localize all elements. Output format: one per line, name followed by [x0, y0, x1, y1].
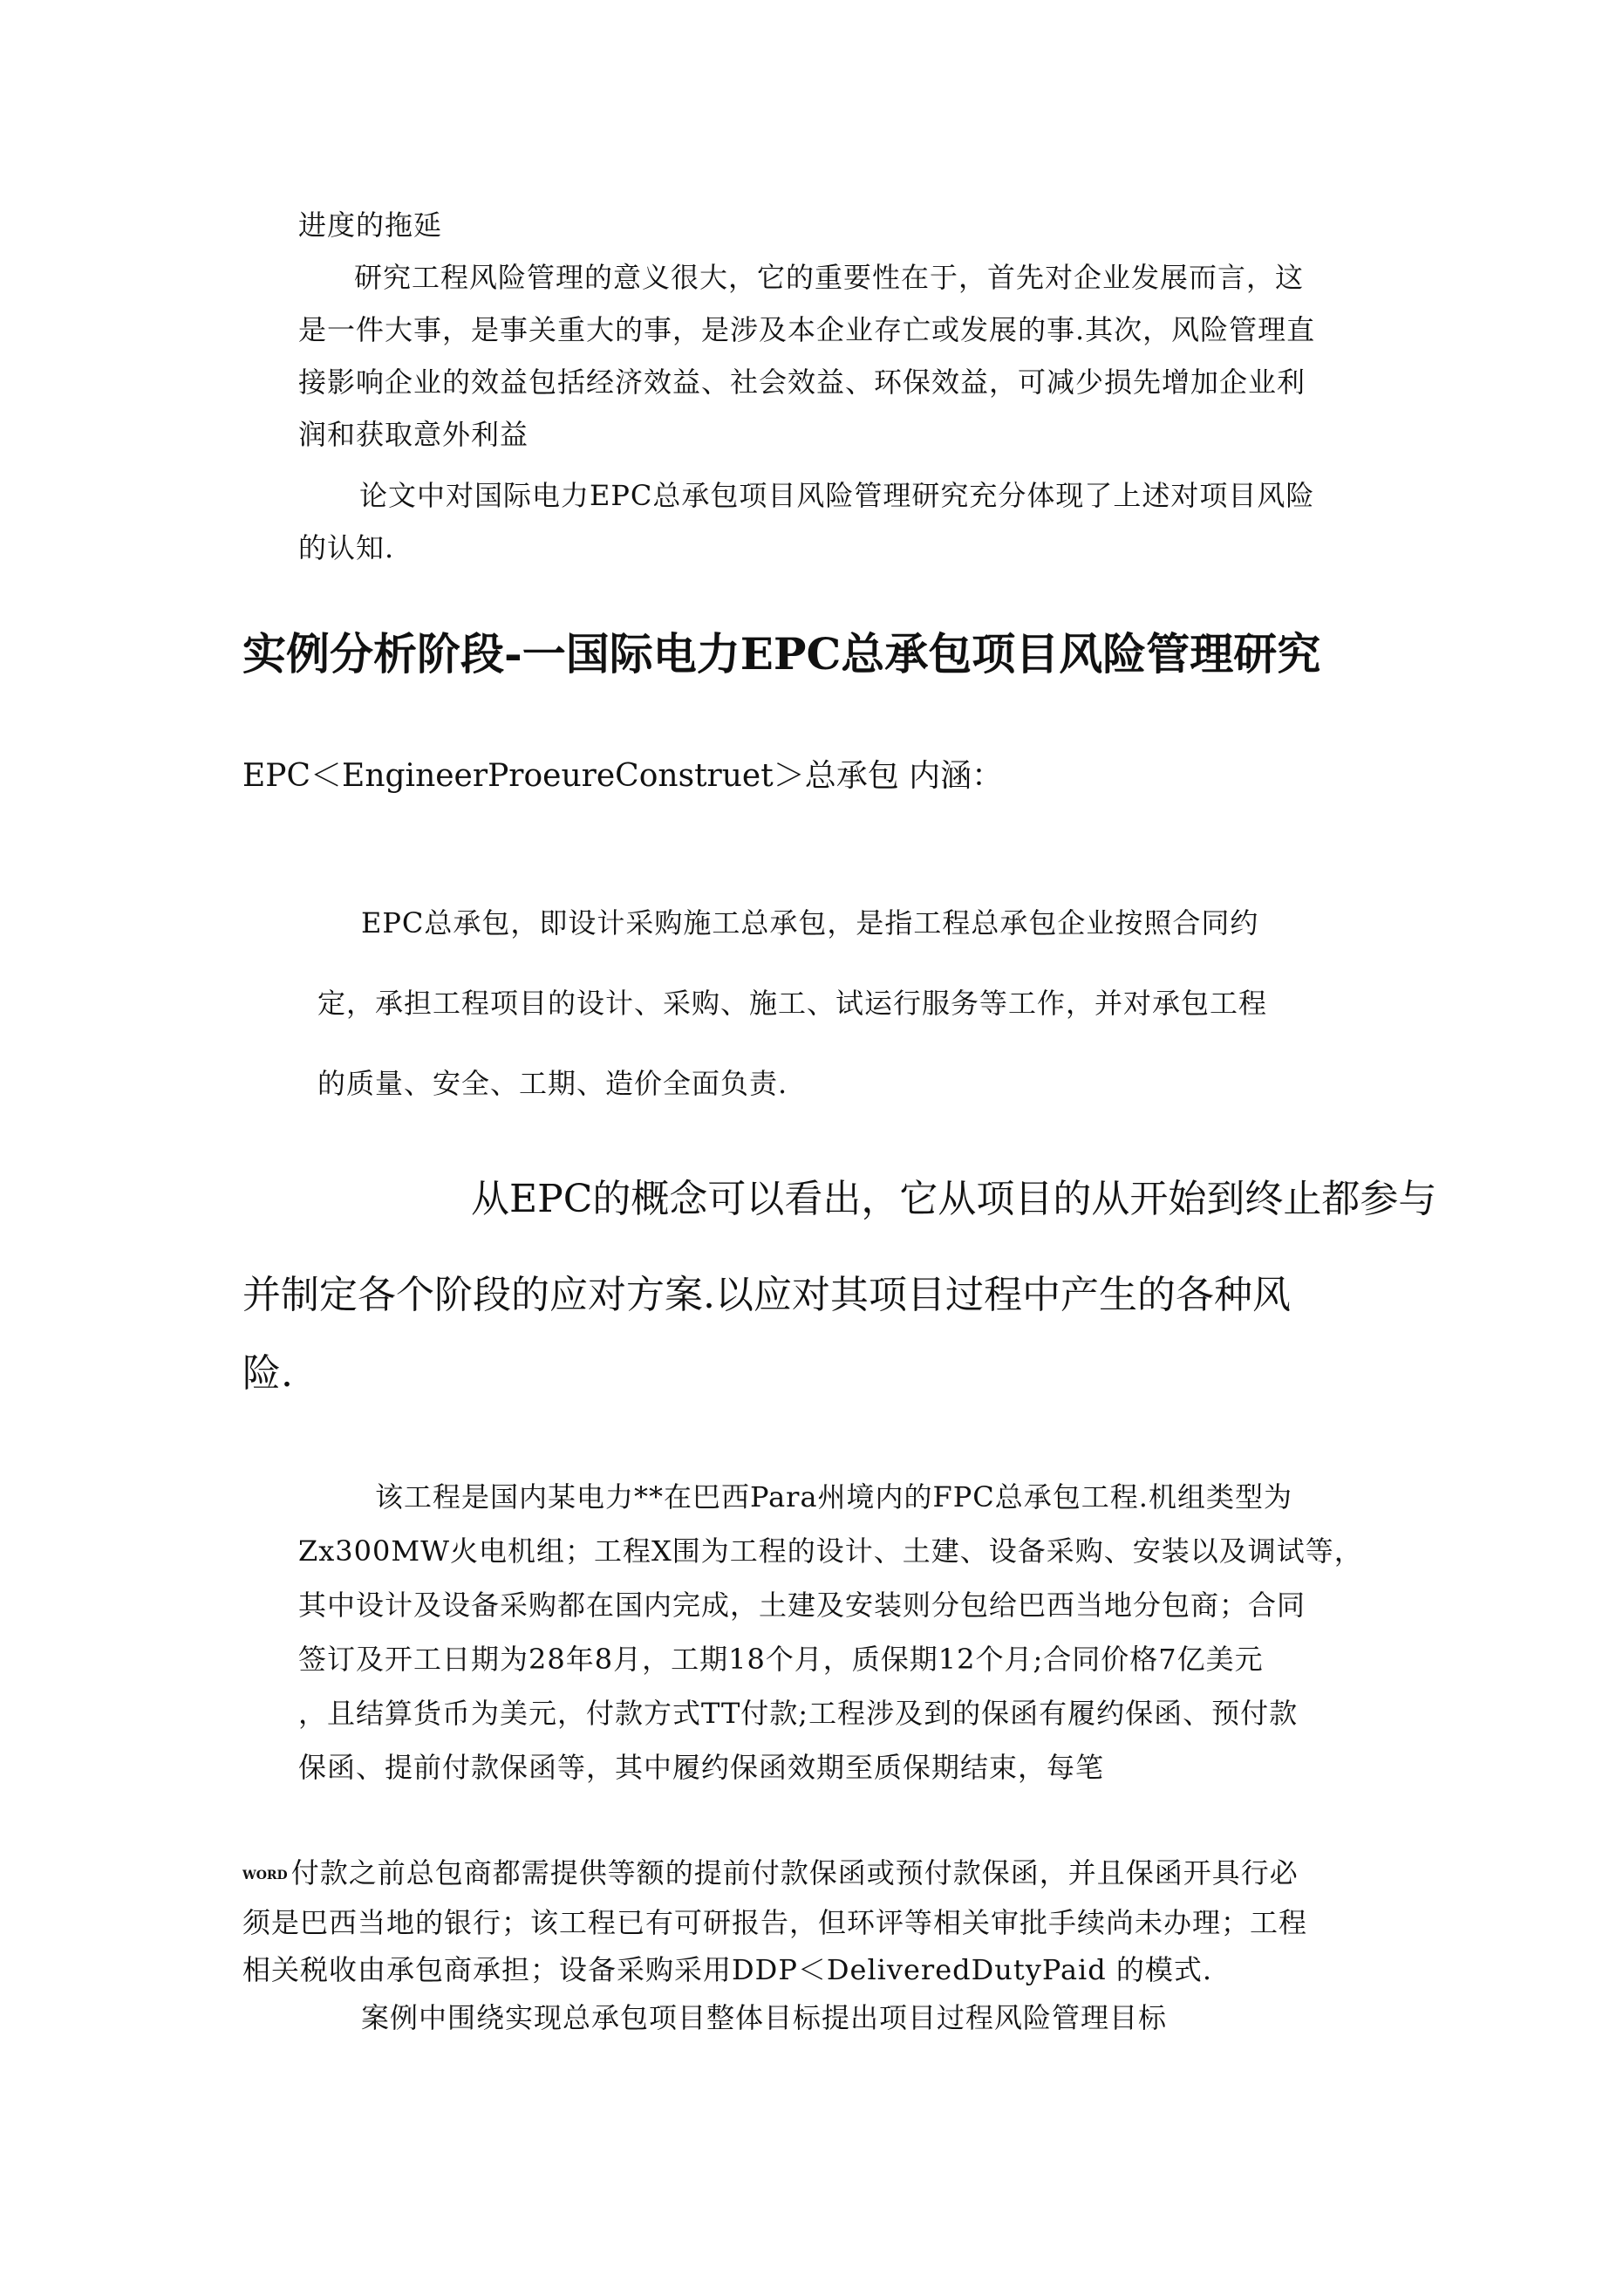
case-description [298, 1470, 1363, 1794]
text-line: ，且结算货币为美元，付款方式TT付款;工程涉及到的保函有履约保函、预付款 [298, 1697, 1299, 1730]
epc-subheading: EPC＜EngineerProeureConstruet＞总承包 内涵： [242, 758, 1004, 794]
word-watermark: WORD [242, 1868, 288, 1883]
text-line: EPC总承包，即设计采购施工总承包，是指工程总承包企业按照合同约 [361, 906, 1259, 940]
text-line: 的质量、安全、工期、造价全面负责. [317, 1067, 788, 1100]
text-line: 定，承担工程项目的设计、采购、施工、试运行服务等工作，并对承包工程 [317, 987, 1268, 1020]
text-line: 相关税收由承包商承担；设备采购采用DDP＜DeliveredDutyPaid 的模式. [242, 1952, 1213, 1986]
text-line: 并制定各个阶段的应对方案.以应对其项目过程中产生的各种风 [242, 1273, 1291, 1317]
text-line: 润和获取意外利益 [298, 418, 529, 451]
text-segment: 付款之前总包商都需提供等额的提前付款保函或预付款保函，并且保函开具行必 [290, 1856, 1299, 1889]
text-line: 接影响企业的效益包括经济效益、社会效益、环保效益，可减少损先增加企业利 [298, 366, 1306, 399]
intro-paragraph-thesis [298, 469, 1314, 574]
text-line: Zx300MW火电机组；工程X围为工程的设计、土建、设备采购、安装以及调试等， [298, 1534, 1363, 1568]
text-line: 从EPC的概念可以看出，它从项目的从开始到终止都参与 [471, 1177, 1437, 1221]
text-line: 论文中对国际电力EPC总承包项目风险管理研究充分体现了上述对项目风险 [359, 479, 1315, 512]
text-line: 签订及开工日期为28年8月，工期18个月，质保期12个月;合同价格7亿美元 [298, 1643, 1264, 1676]
text-line: 研究工程风险管理的意义很大，它的重要性在于，首先对企业发展而言，这 [354, 261, 1305, 294]
final-line: 案例中围绕实现总承包项目整体目标提出项目过程风险管理目标 [361, 2001, 1168, 2034]
text-line: 保函、提前付款保函等，其中履约保函效期至质保期结束，每笔 [298, 1751, 1105, 1784]
text-line: 是一件大事，是事关重大的事，是涉及本企业存亡或发展的事.其次，风险管理直 [298, 313, 1316, 346]
payment-terms-paragraph [242, 1849, 1307, 1993]
text-line: 险. [242, 1351, 293, 1396]
text-line: 该工程是国内某电力**在巴西Para州境内的FPC总承包工程.机组类型为 [375, 1480, 1292, 1514]
intro-line: 进度的拖延 [298, 208, 443, 242]
text-line: 须是巴西当地的银行；该工程已有可研报告，但环评等相关审批手续尚未办理；工程 [242, 1905, 1308, 1939]
text-line [242, 1849, 1307, 1899]
text-line: 的认知. [298, 531, 395, 564]
section-heading: 实例分析阶段-一国际电力EPC总承包项目风险管理研究 [242, 628, 1321, 680]
text-line: 其中设计及设备采购都在国内完成，土建及安装则分包给巴西当地分包商；合同 [298, 1589, 1306, 1622]
intro-paragraph-significance [298, 251, 1315, 461]
